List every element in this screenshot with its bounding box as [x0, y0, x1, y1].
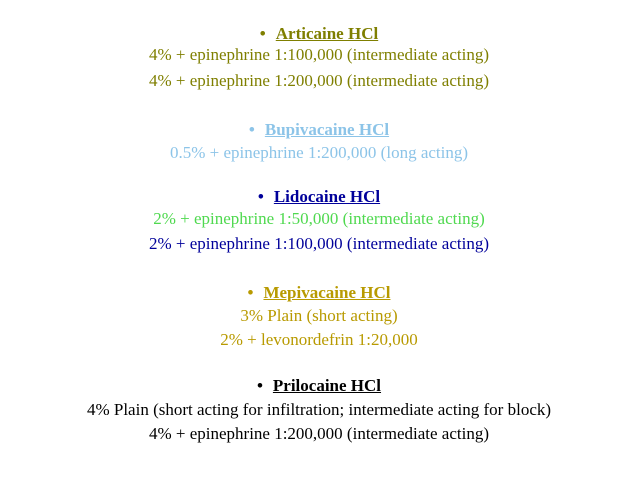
lidocaine-line-1: 2% + epinephrine 1:50,000 (intermediate acting) [153, 209, 485, 228]
heading-articaine: • Articaine HCl [259, 24, 379, 43]
lidocaine-line-2: 2% + epinephrine 1:100,000 (intermediate acting) [148, 234, 490, 253]
heading-mepivacaine: • Mepivacaine HCl [247, 283, 391, 302]
mepivacaine-line-1: 3% Plain (short acting) [240, 306, 398, 325]
heading-bupivacaine: • Bupivacaine HCl [248, 120, 390, 139]
bullet-icon: • [247, 283, 254, 302]
bullet-icon: • [257, 187, 264, 206]
bullet-icon: • [248, 120, 255, 139]
heading-prilocaine: • Prilocaine HCl [256, 376, 382, 395]
heading-lidocaine: • Lidocaine HCl [257, 187, 381, 206]
prilocaine-line-2: 4% + epinephrine 1:200,000 (intermediate acting) [148, 424, 490, 443]
prilocaine-line-1: 4% Plain (short acting for infiltration; intermediate acting for block) [86, 400, 552, 419]
articaine-line-1: 4% + epinephrine 1:100,000 (intermediate acting) [148, 45, 490, 64]
bullet-icon: • [259, 24, 266, 43]
bullet-icon: • [256, 376, 263, 395]
bupivacaine-line-1: 0.5% + epinephrine 1:200,000 (long acting) [169, 143, 469, 162]
articaine-line-2: 4% + epinephrine 1:200,000 (intermediate acting) [148, 71, 490, 90]
mepivacaine-line-2: 2% + levonordefrin 1:20,000 [220, 330, 418, 349]
